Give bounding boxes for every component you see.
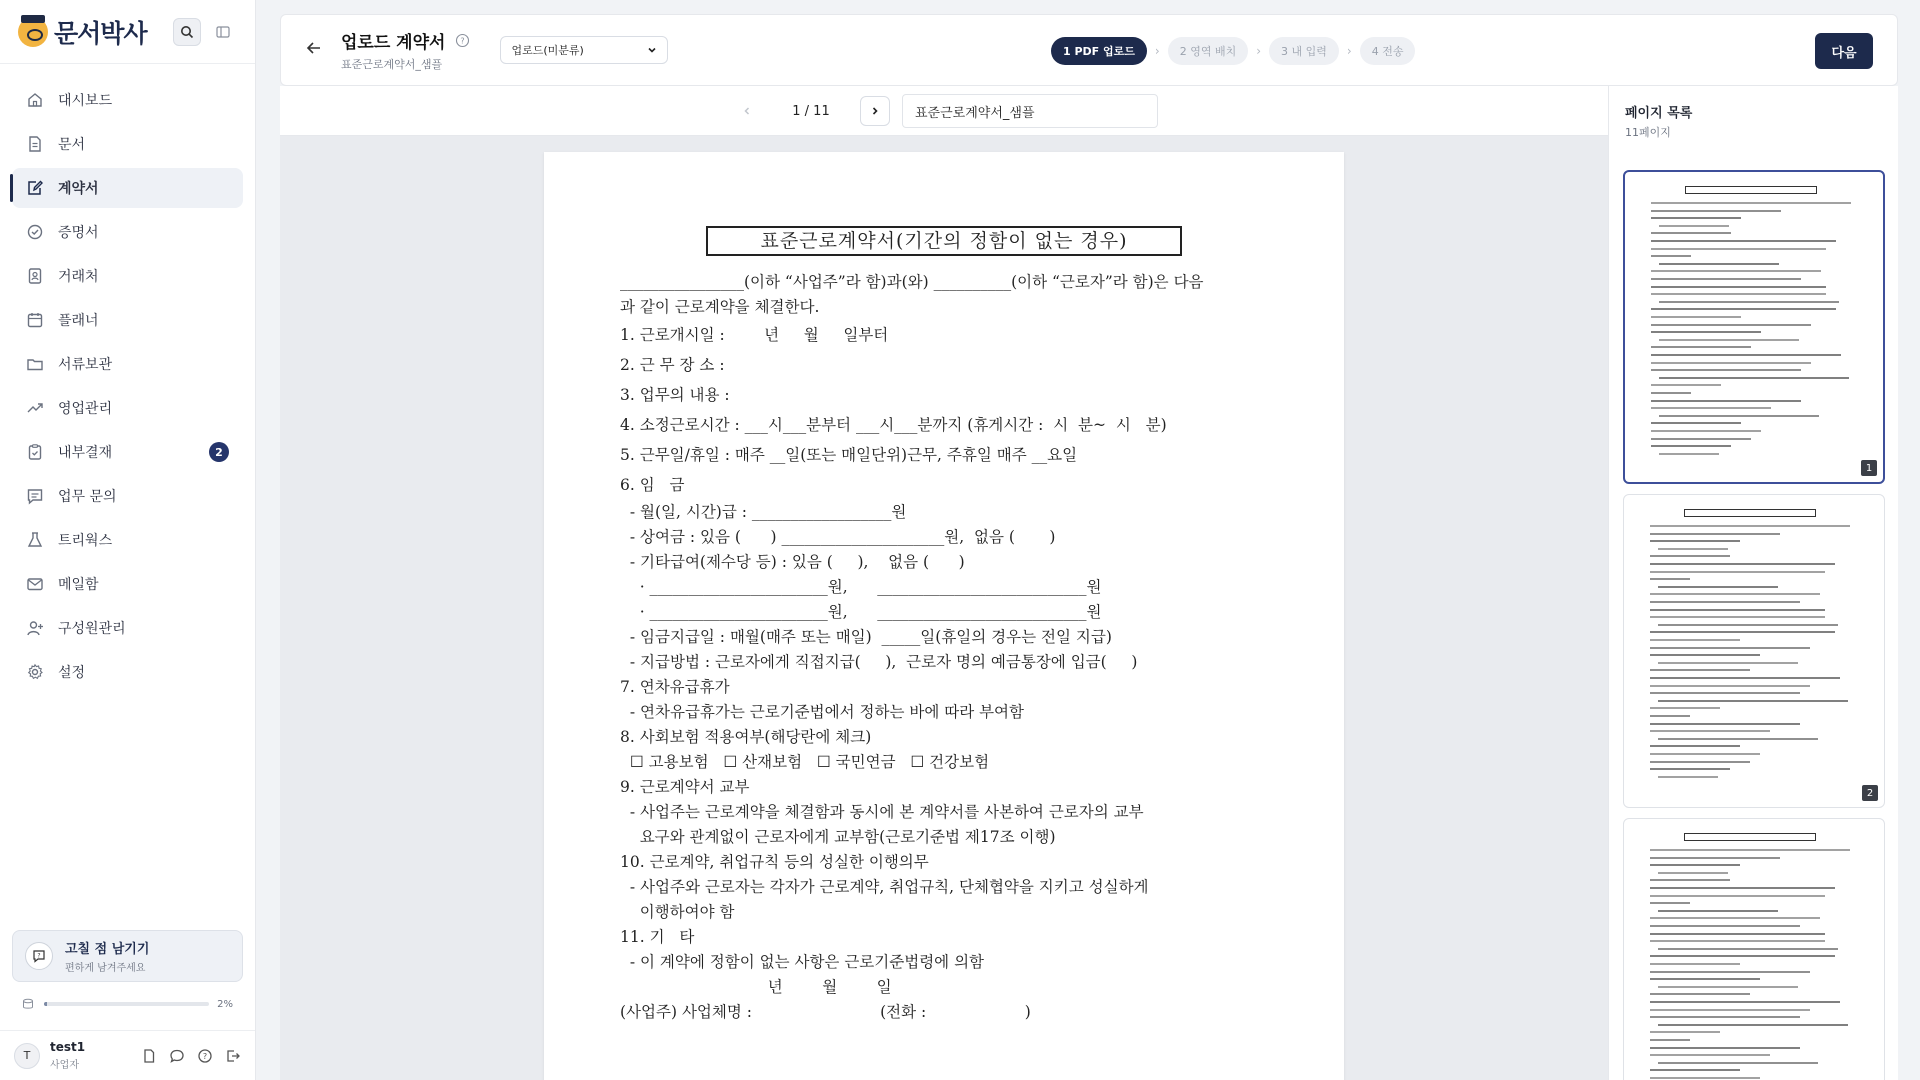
- back-arrow-icon[interactable]: [305, 39, 323, 61]
- thumbnail-text-line: [1650, 1069, 1740, 1071]
- pdf-text-line: 9. 근로계약서 교부: [620, 778, 750, 796]
- thumbnail-text-line: [1650, 616, 1825, 618]
- logo-icon: [18, 17, 48, 47]
- thumbnail-text-line: [1650, 593, 1820, 595]
- thumbnail-text-line: [1651, 232, 1731, 234]
- thumbnail-text-line: [1658, 910, 1778, 912]
- sidebar-item-approval[interactable]: [12, 432, 243, 472]
- thumbnail-text-line: [1650, 1001, 1840, 1003]
- pdf-text-line: - 임금지급일 : 매월(매주 또는 매일) _____일(휴일의 경우는 전일 지급): [620, 628, 1112, 646]
- sidebar-item-label: 메일함: [58, 577, 99, 593]
- feedback-subtitle: 편하게 남겨주세요: [65, 963, 146, 974]
- thumbnail-text-line: [1650, 1077, 1760, 1079]
- file-icon[interactable]: [141, 1048, 157, 1064]
- chevron-right-icon: ›: [1154, 44, 1160, 58]
- gear-icon: [26, 663, 44, 681]
- thumbnail-preview: [1641, 186, 1869, 474]
- svg-text:?: ?: [202, 1051, 208, 1061]
- thumbnail-text-line: [1650, 715, 1690, 717]
- svg-text:?: ?: [460, 36, 466, 46]
- thumbnail-text-line: [1650, 849, 1850, 851]
- pdf-text-line: 과 같이 근로계약을 체결한다.: [620, 298, 820, 316]
- thumbnail-text-line: [1650, 879, 1730, 881]
- category-select[interactable]: [500, 36, 668, 64]
- avatar[interactable]: T: [14, 1043, 40, 1069]
- sidebar-item-label: 트리웍스: [58, 533, 113, 549]
- thumbnail-text-line: [1650, 707, 1720, 709]
- sidebar-item-treeworks[interactable]: [12, 520, 243, 560]
- thumbnail-title-box: [1684, 509, 1816, 517]
- storage-percent: 2%: [217, 998, 233, 1010]
- thumbnail-text-line: [1651, 308, 1836, 310]
- page-indicator: 1 / 11: [792, 103, 830, 119]
- sidebar-item-label: 문서: [58, 137, 86, 153]
- thumbnail-text-line: [1650, 723, 1800, 725]
- pdf-viewer: [280, 86, 1608, 1080]
- sidebar-nav: [0, 64, 255, 712]
- thumbnail-text-line: [1650, 639, 1740, 641]
- thumbnail-text-line: [1651, 324, 1811, 326]
- pdf-text-line: - 연차유급휴가는 근로기준법에서 정하는 바에 따라 부여함: [620, 703, 1025, 721]
- thumbnail-text-line: [1650, 895, 1825, 897]
- pdf-text-line: 요구와 관계없이 근로자에게 교부함(근로기준법 제17조 이행): [620, 828, 1056, 846]
- thumbnail-text-line: [1658, 624, 1838, 626]
- thumbnail-text-line: [1651, 445, 1731, 447]
- sidebar-item-label: 내부결재: [58, 445, 113, 461]
- thumbnail-preview: [1640, 833, 1868, 1080]
- thumbnail-text-line: [1650, 902, 1690, 904]
- thumbnail-text-line: [1651, 248, 1826, 250]
- chevron-right-icon: ›: [1256, 44, 1262, 58]
- pdf-text-line: (사업주) 사업체명 : (전화 : ): [620, 1003, 1031, 1021]
- thumbnail-text-line: [1651, 392, 1691, 394]
- pdf-text-line: ________________(이하 “사업주”라 함)과(와) __________(이하 “근로자”라 함)은 다음: [620, 273, 1204, 291]
- thumbnail-text-line: [1651, 286, 1826, 288]
- sidebar-item-certificates[interactable]: [12, 212, 243, 252]
- pdf-body: [620, 270, 1270, 1025]
- thumbnail-text-line: [1651, 293, 1826, 295]
- thumbnail-text-line: [1659, 377, 1849, 379]
- thumbnail-text-line: [1650, 525, 1850, 527]
- thumbnail-text-line: [1650, 555, 1730, 557]
- sidebar-item-archive[interactable]: [12, 344, 243, 384]
- sidebar-item-label: 플래너: [58, 313, 99, 329]
- contact-card-icon: [26, 267, 44, 285]
- pdf-text-line: - 사업주는 근로계약을 체결함과 동시에 본 계약서를 사본하여 근로자의 교부: [620, 803, 1144, 821]
- pdf-text-line: 3. 업무의 내용 :: [620, 386, 730, 404]
- pdf-text-line: 6. 임 금: [620, 476, 685, 494]
- pdf-text-line: - 상여금 : 있음 ( ) _____________________원, 없음 ( ): [620, 528, 1056, 546]
- flask-icon: [26, 531, 44, 549]
- thumbnail-text-line: [1651, 384, 1721, 386]
- thumbnail-text-line: [1650, 1016, 1800, 1018]
- message-square-icon: [26, 487, 44, 505]
- thumbnail-text-line: [1658, 548, 1728, 550]
- help-circle-icon[interactable]: [197, 1048, 213, 1064]
- pdf-text-line: 8. 사회보험 적용여부(해당란에 체크): [620, 728, 872, 746]
- page-navigator: [732, 96, 890, 126]
- thumbnail-text-line: [1658, 986, 1798, 988]
- storage-usage: [22, 998, 233, 1010]
- thumbnail-text-line: [1658, 662, 1798, 664]
- pdf-text-line: - 이 계약에 정함이 없는 사항은 근로기준법령에 의함: [620, 953, 985, 971]
- sidebar-item-members[interactable]: [12, 608, 243, 648]
- sidebar-item-contracts[interactable]: [12, 168, 243, 208]
- sidebar-item-label: 업무 문의: [58, 489, 117, 505]
- page-list-title: 페이지 목록: [1625, 106, 1693, 121]
- sidebar-item-inquiry[interactable]: [12, 476, 243, 516]
- pdf-title: 표준근로계약서(기간의 정함이 없는 경우): [706, 226, 1182, 256]
- thumbnail-text-line: [1651, 422, 1741, 424]
- user-name: test1: [50, 1040, 86, 1054]
- clipboard-check-icon: [26, 443, 44, 461]
- viewer-toolbar: [280, 86, 1608, 136]
- thumbnail-text-line: [1658, 738, 1818, 740]
- pdf-text-line: - 기타급여(제수당 등) : 있음 ( ), 없음 ( ): [620, 553, 965, 571]
- document-icon: [26, 135, 44, 153]
- sidebar-item-label: 설정: [58, 665, 86, 681]
- help-circle-icon[interactable]: [455, 33, 470, 48]
- sidebar-item-label: 영업관리: [58, 401, 113, 417]
- thumbnail-title-box: [1685, 186, 1817, 194]
- storage-progress-bar: [44, 1002, 209, 1006]
- thumbnail-text-line: [1650, 609, 1825, 611]
- step-area-placement[interactable]: 2 영역 배치: [1168, 37, 1249, 65]
- pdf-page: [544, 152, 1344, 1080]
- step-send[interactable]: 4 전송: [1360, 37, 1416, 65]
- user-plus-icon: [26, 619, 44, 637]
- thumbnail-text-line: [1651, 217, 1741, 219]
- thumbnail-text-line: [1650, 631, 1835, 633]
- page-count: 11페이지: [1625, 126, 1671, 139]
- storage-progress-fill: [44, 1002, 47, 1006]
- thumbnail-text-line: [1650, 730, 1770, 732]
- thumbnail-text-line: [1658, 872, 1728, 874]
- thumbnail-text-line: [1651, 278, 1801, 280]
- thumbnail-text-line: [1650, 745, 1740, 747]
- thumbnail-text-line: [1650, 601, 1800, 603]
- pdf-text-line: · _______________________원, ___________________________원: [620, 603, 1102, 621]
- thumbnail-text-line: [1650, 963, 1740, 965]
- pdf-text-line: ☐ 고용보험 ☐ 산재보험 ☐ 국민연금 ☐ 건강보험: [620, 753, 990, 771]
- thumbnail-text-line: [1650, 940, 1825, 942]
- thumbnail-title-box: [1684, 833, 1816, 841]
- thumbnail-text-line: [1650, 533, 1780, 535]
- sidebar-item-label: 대시보드: [58, 93, 113, 109]
- thumbnail-text-line: [1659, 263, 1779, 265]
- home-icon: [26, 91, 44, 109]
- thumbnail-text-line: [1658, 586, 1778, 588]
- thumbnail-page-number: 1: [1861, 460, 1877, 476]
- pdf-text-line: · _______________________원, ___________________________원: [620, 578, 1102, 596]
- thumbnail-text-line: [1650, 654, 1760, 656]
- thumbnail-text-line: [1651, 331, 1761, 333]
- thumbnail-text-line: [1650, 1031, 1720, 1033]
- thumbnail-page-number: 2: [1862, 785, 1878, 801]
- sidebar-item-settings[interactable]: [12, 652, 243, 692]
- step-my-input[interactable]: 3 내 입력: [1269, 37, 1339, 65]
- page-title: 업로드 계약서: [341, 33, 446, 53]
- page-thumbnail[interactable]: [1623, 170, 1885, 484]
- sidebar-item-mailbox[interactable]: [12, 564, 243, 604]
- calendar-icon: [26, 311, 44, 329]
- thumbnail-text-line: [1658, 700, 1848, 702]
- pdf-text-line: - 사업주와 근로자는 각자가 근로계약, 취업규칙, 단체협약을 지키고 성실하게: [620, 878, 1149, 896]
- sidebar-item-label: 증명서: [58, 225, 99, 241]
- feedback-title: 고칠 점 남기기: [65, 942, 150, 957]
- thumbnail-text-line: [1659, 301, 1839, 303]
- thumbnail-text-line: [1658, 948, 1838, 950]
- thumbnail-text-line: [1650, 917, 1820, 919]
- pdf-text-line: 4. 소정근로시간 : ___시___분부터 ___시___분까지 (휴게시간 : 시 분~ 시 분): [620, 416, 1167, 434]
- thumbnail-text-line: [1650, 571, 1825, 573]
- sidebar-item-label: 서류보관: [58, 357, 113, 373]
- thumbnail-text-line: [1651, 270, 1821, 272]
- sidebar: [0, 0, 256, 1080]
- thumbnail-text-line: [1658, 1062, 1818, 1064]
- thumbnail-text-line: [1650, 669, 1750, 671]
- sidebar-item-label: 계약서: [58, 181, 99, 197]
- thumbnail-text-line: [1651, 400, 1801, 402]
- sidebar-collapse-icon[interactable]: [209, 18, 237, 46]
- thumbnail-text-line: [1650, 578, 1690, 580]
- thumbnail-text-line: [1650, 1039, 1690, 1041]
- thumbnail-text-line: [1650, 1054, 1770, 1056]
- thumbnail-text-line: [1650, 887, 1835, 889]
- step-progress: [1051, 37, 1415, 65]
- thumbnail-text-line: [1659, 339, 1799, 341]
- folder-icon: [26, 355, 44, 373]
- thumbnail-text-line: [1650, 1009, 1810, 1011]
- thumbnail-text-line: [1651, 438, 1751, 440]
- user-profile: [0, 1030, 255, 1080]
- thumbnail-text-line: [1651, 430, 1761, 432]
- thumbnail-text-line: [1651, 346, 1751, 348]
- page-list-panel: [1608, 86, 1898, 1080]
- pdf-text-line: 5. 근무일/휴일 : 매주 __일(또는 매일단위)근무, 주휴일 매주 __요일: [620, 446, 1078, 464]
- thumbnail-text-line: [1651, 202, 1851, 204]
- search-icon[interactable]: [173, 18, 201, 46]
- user-role: 사업자: [50, 1060, 79, 1071]
- thumbnail-text-line: [1651, 316, 1741, 318]
- logout-icon[interactable]: [225, 1048, 241, 1064]
- editor-header: [280, 14, 1898, 86]
- thumbnail-text-line: [1650, 761, 1750, 763]
- thumbnail-text-line: [1650, 993, 1750, 995]
- step-pdf-upload[interactable]: 1 PDF 업로드: [1051, 37, 1147, 65]
- thumbnail-text-line: [1651, 354, 1841, 356]
- contract-edit-icon: [26, 179, 44, 197]
- thumbnail-text-line: [1650, 955, 1835, 957]
- sidebar-item-documents[interactable]: [12, 124, 243, 164]
- pdf-text-line: 2. 근 무 장 소 :: [620, 356, 725, 374]
- chevron-right-icon: [870, 106, 880, 116]
- pdf-text-line: 1. 근로개시일 : 년 월 일부터: [620, 326, 889, 344]
- sidebar-item-planner[interactable]: [12, 300, 243, 340]
- thumbnail-text-line: [1659, 225, 1729, 227]
- certificate-check-icon: [26, 223, 44, 241]
- feedback-icon: [25, 942, 53, 970]
- pdf-text-line: - 월(일, 시간)급 : __________________원: [620, 503, 907, 521]
- thumbnail-text-line: [1650, 864, 1740, 866]
- page-thumbnail[interactable]: [1623, 818, 1885, 1080]
- thumbnail-text-line: [1650, 925, 1800, 927]
- chat-icon[interactable]: [169, 1048, 185, 1064]
- database-icon: [22, 998, 34, 1010]
- thumbnail-text-line: [1651, 407, 1771, 409]
- logo-row: [0, 0, 255, 64]
- thumbnail-text-line: [1659, 415, 1819, 417]
- thumbnail-text-line: [1650, 1047, 1800, 1049]
- mail-icon: [26, 575, 44, 593]
- thumbnail-text-line: [1650, 978, 1760, 980]
- thumbnail-text-line: [1650, 933, 1825, 935]
- svg-text:?: ?: [37, 952, 41, 960]
- thumbnail-text-line: [1651, 255, 1691, 257]
- sidebar-item-label: 구성원관리: [58, 621, 126, 637]
- thumbnail-text-line: [1650, 540, 1740, 542]
- feedback-card[interactable]: [12, 930, 243, 982]
- thumbnail-text-line: [1651, 240, 1836, 242]
- sidebar-item-sales[interactable]: [12, 388, 243, 428]
- thumbnail-text-line: [1650, 563, 1835, 565]
- next-button[interactable]: 다음: [1815, 33, 1873, 69]
- trend-up-icon: [26, 399, 44, 417]
- pdf-text-line: 년 월 일: [620, 978, 892, 996]
- thumbnail-text-line: [1650, 753, 1760, 755]
- pdf-text-line: 11. 기 타: [620, 928, 695, 946]
- thumbnail-text-line: [1650, 971, 1810, 973]
- thumbnail-preview: [1640, 509, 1868, 797]
- thumbnail-text-line: [1650, 677, 1840, 679]
- pdf-text-line: 10. 근로계약, 취업규칙 등의 성실한 이행의무: [620, 853, 929, 871]
- thumbnail-text-line: [1650, 768, 1730, 770]
- thumbnail-text-line: [1650, 857, 1780, 859]
- thumbnail-text-line: [1650, 692, 1800, 694]
- approval-count-badge: 2: [209, 442, 229, 462]
- thumbnail-text-line: [1650, 685, 1810, 687]
- chevron-right-icon: ›: [1346, 44, 1352, 58]
- pdf-text-line: - 지급방법 : 근로자에게 직접지급( ), 근로자 명의 예금통장에 입금( ): [620, 653, 1138, 671]
- page-thumbnail[interactable]: [1623, 494, 1885, 808]
- thumbnail-text-line: [1650, 647, 1810, 649]
- sidebar-item-clients[interactable]: [12, 256, 243, 296]
- pdf-text-line: 이행하여야 함: [620, 903, 735, 921]
- app-logo[interactable]: 문서박사: [54, 18, 147, 48]
- pdf-text-line: 7. 연차유급휴가: [620, 678, 730, 696]
- thumbnail-text-line: [1658, 1024, 1848, 1026]
- chevron-down-icon: [647, 45, 657, 55]
- document-subtitle: 표준근로계약서_샘플: [341, 58, 443, 71]
- sidebar-item-label: 거래처: [58, 269, 99, 285]
- sidebar-item-dashboard[interactable]: [12, 80, 243, 120]
- prev-page-button[interactable]: [732, 96, 762, 126]
- chevron-left-icon: [742, 106, 752, 116]
- category-select-value: 업로드(미분류): [511, 44, 584, 57]
- thumbnail-text-line: [1658, 776, 1718, 778]
- thumbnail-text-line: [1651, 210, 1781, 212]
- thumbnail-text-line: [1659, 453, 1719, 455]
- thumbnail-text-line: [1651, 369, 1801, 371]
- next-page-button[interactable]: [860, 96, 890, 126]
- document-name-input[interactable]: [902, 94, 1158, 128]
- thumbnail-text-line: [1651, 362, 1811, 364]
